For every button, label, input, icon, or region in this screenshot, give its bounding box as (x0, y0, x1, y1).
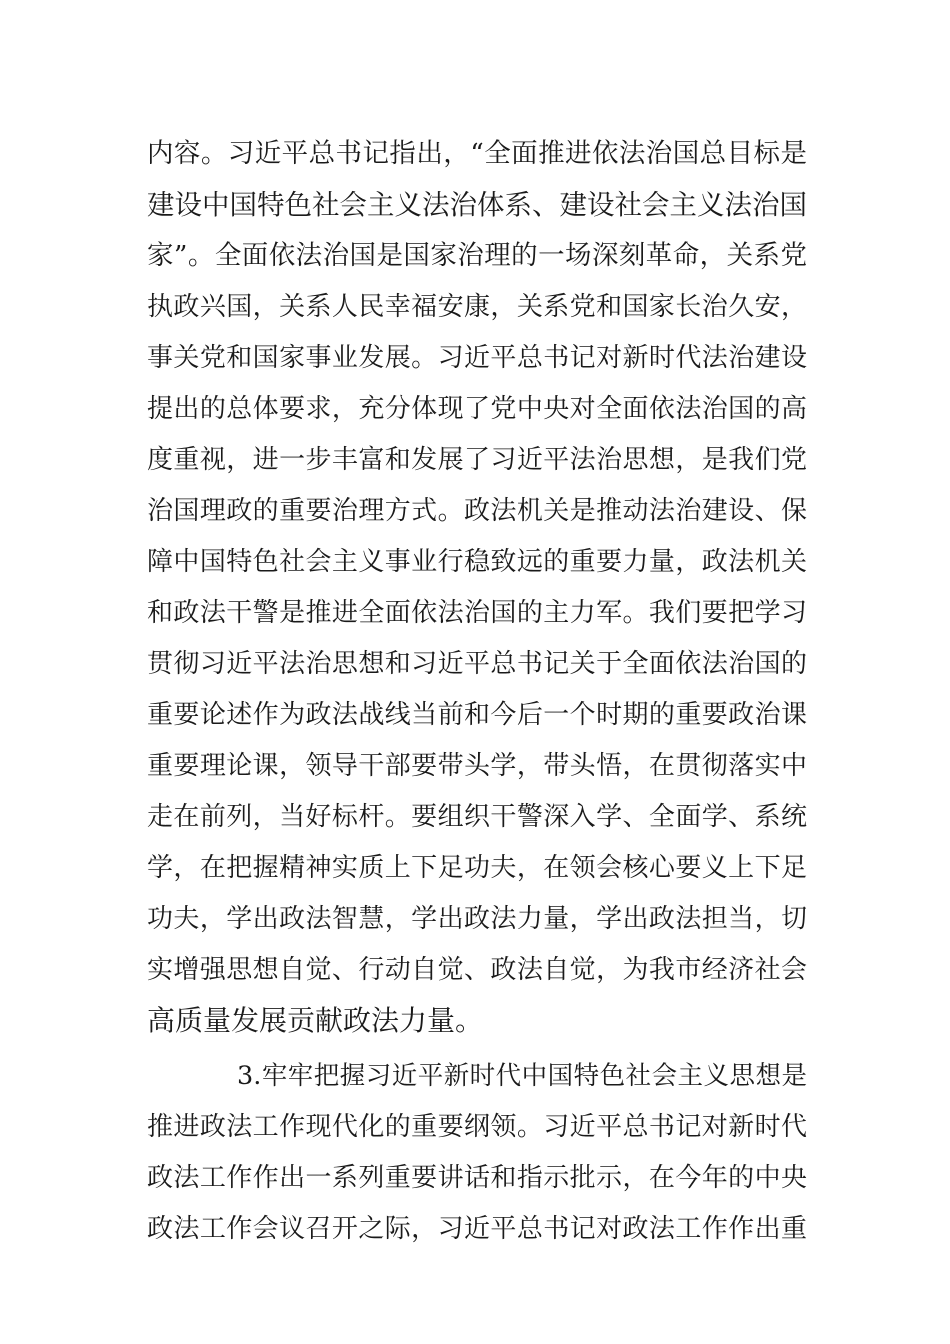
text-line: 贯彻习近平法治思想和习近平总书记关于全面依法治国的 (147, 649, 807, 679)
text-line: 推进政法工作现代化的重要纲领。习近平总书记对新时代 (147, 1112, 807, 1142)
text-line: 内容。习近平总书记指出，“全面推进依法治国总目标是 (147, 138, 807, 169)
text-line: 事关党和国家事业发展。习近平总书记对新时代法治建设 (147, 343, 807, 373)
text-line: 政法工作作出一系列重要讲话和指示批示，在今年的中央 (147, 1163, 807, 1193)
text-line: 高质量发展贡献政法力量。 (147, 1004, 484, 1037)
text-line: 建设中国特色社会主义法治体系、建设社会主义法治国 (147, 189, 807, 221)
text-line: 重要论述作为政法战线当前和今后一个时期的重要政治课 (147, 700, 807, 730)
text-line: 和政法干警是推进全面依法治国的主力军。我们要把学习 (147, 598, 807, 628)
text-line: 度重视，进一步丰富和发展了习近平法治思想，是我们党 (147, 445, 807, 475)
text-line: 重要理论课，领导干部要带头学，带头悟，在贯彻落实中 (147, 751, 807, 781)
text-line: 执政兴国，关系人民幸福安康，关系党和国家长治久安， (147, 292, 807, 322)
text-line: 治国理政的重要治理方式。政法机关是推动法治建设、保 (147, 496, 807, 526)
text-line: 政法工作会议召开之际，习近平总书记对政法工作作出重 (147, 1214, 807, 1244)
text-line: 走在前列，当好标杆。要组织干警深入学、全面学、系统 (147, 802, 807, 832)
text-line: 学，在把握精神实质上下足功夫，在领会核心要义上下足 (147, 853, 807, 883)
text-line: 功夫，学出政法智慧，学出政法力量，学出政法担当，切 (147, 904, 807, 934)
text-line: 障中国特色社会主义事业行稳致远的重要力量，政法机关 (147, 547, 807, 577)
text-line: 提出的总体要求，充分体现了党中央对全面依法治国的高 (147, 394, 807, 424)
text-line: 实增强思想自觉、行动自觉、政法自觉，为我市经济社会 (147, 955, 807, 985)
section-heading-line: 3.牢牢把握习近平新时代中国特色社会主义思想是 (237, 1061, 807, 1091)
text-line: 家”。全面依法治国是国家治理的一场深刻革命，关系党 (147, 240, 807, 271)
